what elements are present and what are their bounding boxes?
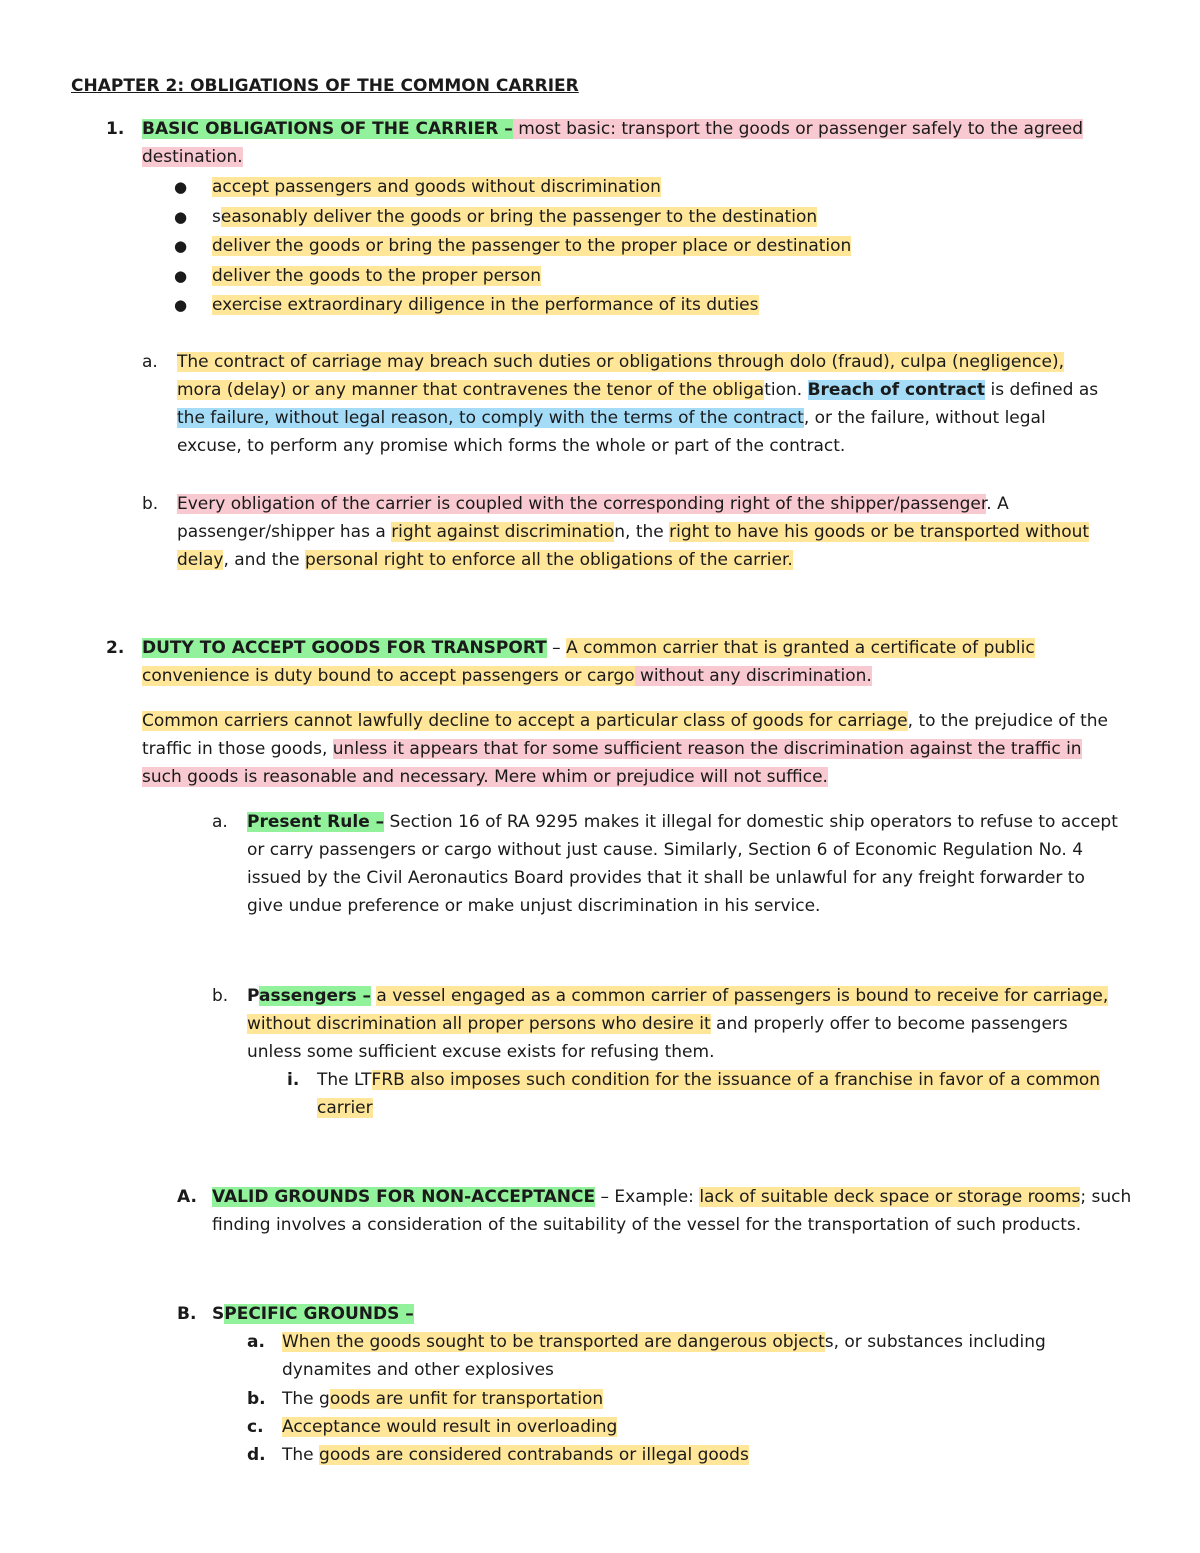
paragraph-text: The LT [317, 1070, 372, 1090]
paragraph-text: lack of suitable deck space or storage rooms [699, 1187, 1081, 1207]
specific-grounds-heading: S [212, 1304, 225, 1324]
passengers-heading: P [247, 986, 260, 1006]
section-2-heading: DUTY TO ACCEPT GOODS FOR TRANSPORT [142, 638, 547, 658]
breach-of-contract-term: Breach of contract [807, 380, 986, 400]
bullet-item [212, 262, 541, 291]
subsection-1a-line4 [177, 432, 845, 461]
paragraph-text: convenience is duty bound to accept passengers or cargo [142, 666, 635, 686]
item-i-marker: i. [287, 1070, 300, 1090]
bullet-icon: ● [174, 178, 188, 196]
paragraph-text: Section 16 of RA 9295 makes it illegal for domestic ship operators to refuse to accept [384, 812, 1118, 832]
paragraph-text: n, the [614, 522, 670, 542]
paragraph-text: give undue preference or make unjust discrimination in his service. [247, 896, 821, 916]
paragraph-text: , or the failure, without legal [803, 408, 1046, 428]
section-2-para-line1 [142, 707, 1108, 736]
definition-text: the failure, without legal reason, to comply with the terms of the contract [177, 408, 804, 428]
section-1-heading: BASIC OBLIGATIONS OF THE CARRIER – [142, 119, 513, 139]
bullet-text: exercise extraordinary diligence in the performance of its duties [212, 295, 759, 315]
list-item-marker: d. [247, 1445, 266, 1465]
paragraph-text: right against discriminatio [391, 522, 615, 542]
paragraph-text: The contract of carriage may breach such duties or obligations through dolo (fraud), culpa (negligence), [177, 352, 1064, 372]
section-B-heading-line [212, 1300, 414, 1329]
paragraph-text: such goods is reasonable and necessary. Mere whim or prejudice will not suffice. [142, 767, 828, 787]
section-2-para-line3 [142, 763, 828, 792]
paragraph-text: The [282, 1445, 320, 1465]
section-1-text-end: destination. [142, 147, 243, 167]
subsection-1a-line3 [177, 404, 1046, 433]
paragraph-text: oods are unfit for transportation [329, 1389, 604, 1409]
subsection-2a-line3 [247, 864, 1085, 893]
paragraph-text: When the goods sought to be transported are dangerous object [282, 1332, 825, 1352]
paragraph-text: . A [986, 494, 1009, 514]
subsection-2a-line2 [247, 836, 1083, 865]
paragraph-text: traffic in those goods, [142, 739, 333, 759]
valid-grounds-heading: VALID GROUNDS FOR NON-ACCEPTANCE [212, 1187, 596, 1207]
paragraph-text: Common carriers cannot lawfully decline to accept a particular class of goods for carriage [142, 711, 908, 731]
paragraph-text: issued by the Civil Aeronautics Board provides that it shall be unlawful for any freight forwarder to [247, 868, 1085, 888]
bullet-icon: ● [174, 296, 188, 314]
paragraph-text: , and the [223, 550, 305, 570]
bullet-icon: ● [174, 267, 188, 285]
bullet-item [212, 291, 759, 320]
list-item [282, 1356, 554, 1385]
subsection-1b-line3 [177, 546, 793, 575]
list-item [282, 1328, 1046, 1357]
paragraph-text: passenger/shipper has a [177, 522, 392, 542]
subsection-2a-line1 [247, 808, 1118, 837]
paragraph-text: without discrimination all proper persons who desire it [247, 1014, 711, 1034]
paragraph-text: tion. [764, 380, 808, 400]
item-i-line1 [317, 1066, 1100, 1095]
paragraph-text: is defined as [985, 380, 1099, 400]
section-2-line2 [142, 662, 872, 691]
passengers-heading: assengers – [259, 986, 371, 1006]
paragraph-text: A common carrier that is granted a certificate of public [566, 638, 1035, 658]
paragraph-text: dynamites and other explosives [282, 1360, 554, 1380]
paragraph-text: without any discrimination. [634, 666, 872, 686]
paragraph-text: Every obligation of the carrier is coupled with the corresponding right of the shipper/passenger [177, 494, 987, 514]
subsection-2b-marker: b. [212, 986, 229, 1006]
paragraph-text: – [546, 638, 567, 658]
section-1-heading-line [142, 115, 1083, 144]
subsection-1a-line1 [177, 348, 1064, 377]
paragraph-text: carrier [317, 1098, 373, 1118]
paragraph-text: excuse, to perform any promise which forms the whole or part of the contract. [177, 436, 846, 456]
section-B-marker: B. [177, 1304, 197, 1324]
subsection-2b-line2 [247, 1010, 1068, 1039]
subsection-2b-line1 [247, 982, 1108, 1011]
section-1-text: most basic: transport the goods or passenger safely to the agreed [512, 119, 1084, 139]
paragraph-text: , to the prejudice of the [907, 711, 1108, 731]
paragraph-text: The g [282, 1389, 330, 1409]
list-item-marker: b. [247, 1389, 266, 1409]
paragraph-text: – Example: [595, 1187, 700, 1207]
bullet-item [212, 232, 851, 261]
subsection-1a-marker: a. [142, 352, 158, 372]
paragraph-text: delay [177, 550, 224, 570]
bullet-item [212, 173, 661, 202]
list-item [282, 1441, 749, 1470]
subsection-1b-line2 [177, 518, 1089, 547]
bullet-icon: ● [174, 237, 188, 255]
chapter-title: CHAPTER 2: OBLIGATIONS OF THE COMMON CARRIER [71, 76, 579, 96]
paragraph-text: FRB also imposes such condition for the issuance of a franchise in favor of a common [371, 1070, 1101, 1090]
bullet-text: deliver the goods or bring the passenger to the proper place or destination [212, 236, 852, 256]
paragraph-text: unless some sufficient excuse exists for refusing them. [247, 1042, 715, 1062]
subsection-2a-line4 [247, 892, 820, 921]
list-item-marker: c. [247, 1417, 264, 1437]
paragraph-text: personal right to enforce all the obligations of the carrier. [304, 550, 793, 570]
paragraph-text: mora (delay) or any manner that contravenes the tenor of the obliga [177, 380, 765, 400]
section-A-marker: A. [177, 1187, 197, 1207]
paragraph-text: s, or substances including [824, 1332, 1046, 1352]
subsection-1a-line2 [177, 376, 1098, 405]
section-1-number: 1. [106, 119, 125, 139]
section-A-line2 [212, 1211, 1081, 1240]
subsection-2a-marker: a. [212, 812, 228, 832]
list-item-marker: a. [247, 1332, 265, 1352]
bullet-text: accept passengers and goods without discrimination [212, 177, 661, 197]
present-rule-heading: Present Rule – [247, 812, 385, 832]
bullet-item: seasonably deliver the goods or bring the passenger to the destination [212, 207, 818, 227]
bullet-icon: ● [174, 208, 188, 226]
subsection-1b-line1 [177, 490, 1009, 519]
item-i-line2 [317, 1094, 373, 1123]
section-A-line1 [212, 1183, 1131, 1212]
paragraph-text: Acceptance would result in overloading [282, 1417, 618, 1437]
paragraph-text: or carry passengers or cargo without just cause. Similarly, Section 6 of Economic Regulation No. 4 [247, 840, 1084, 860]
paragraph-text: finding involves a consideration of the suitability of the vessel for the transportation of such products. [212, 1215, 1082, 1235]
section-2-number: 2. [106, 638, 125, 658]
list-item [282, 1385, 603, 1414]
subsection-2b-line3 [247, 1038, 714, 1067]
section-2-heading-line [142, 634, 1035, 663]
section-1-text-cont [142, 143, 243, 172]
paragraph-text: a vessel engaged as a common carrier of passengers is bound to receive for carriage, [376, 986, 1109, 1006]
subsection-1b-marker: b. [142, 494, 159, 514]
specific-grounds-heading: PECIFIC GROUNDS – [224, 1304, 414, 1324]
paragraph-text: goods are considered contrabands or illegal goods [319, 1445, 749, 1465]
paragraph-text: and properly offer to become passengers [710, 1014, 1068, 1034]
section-2-para-line2 [142, 735, 1082, 764]
list-item [282, 1413, 617, 1442]
paragraph-text: ; such [1080, 1187, 1132, 1207]
bullet-text: deliver the goods to the proper person [212, 266, 542, 286]
paragraph-text: right to have his goods or be transported without [669, 522, 1090, 542]
paragraph-text: unless it appears that for some sufficient reason the discrimination against the traffic in [332, 739, 1082, 759]
bullet-text: easonably deliver the goods or bring the passenger to the destination [220, 207, 818, 227]
